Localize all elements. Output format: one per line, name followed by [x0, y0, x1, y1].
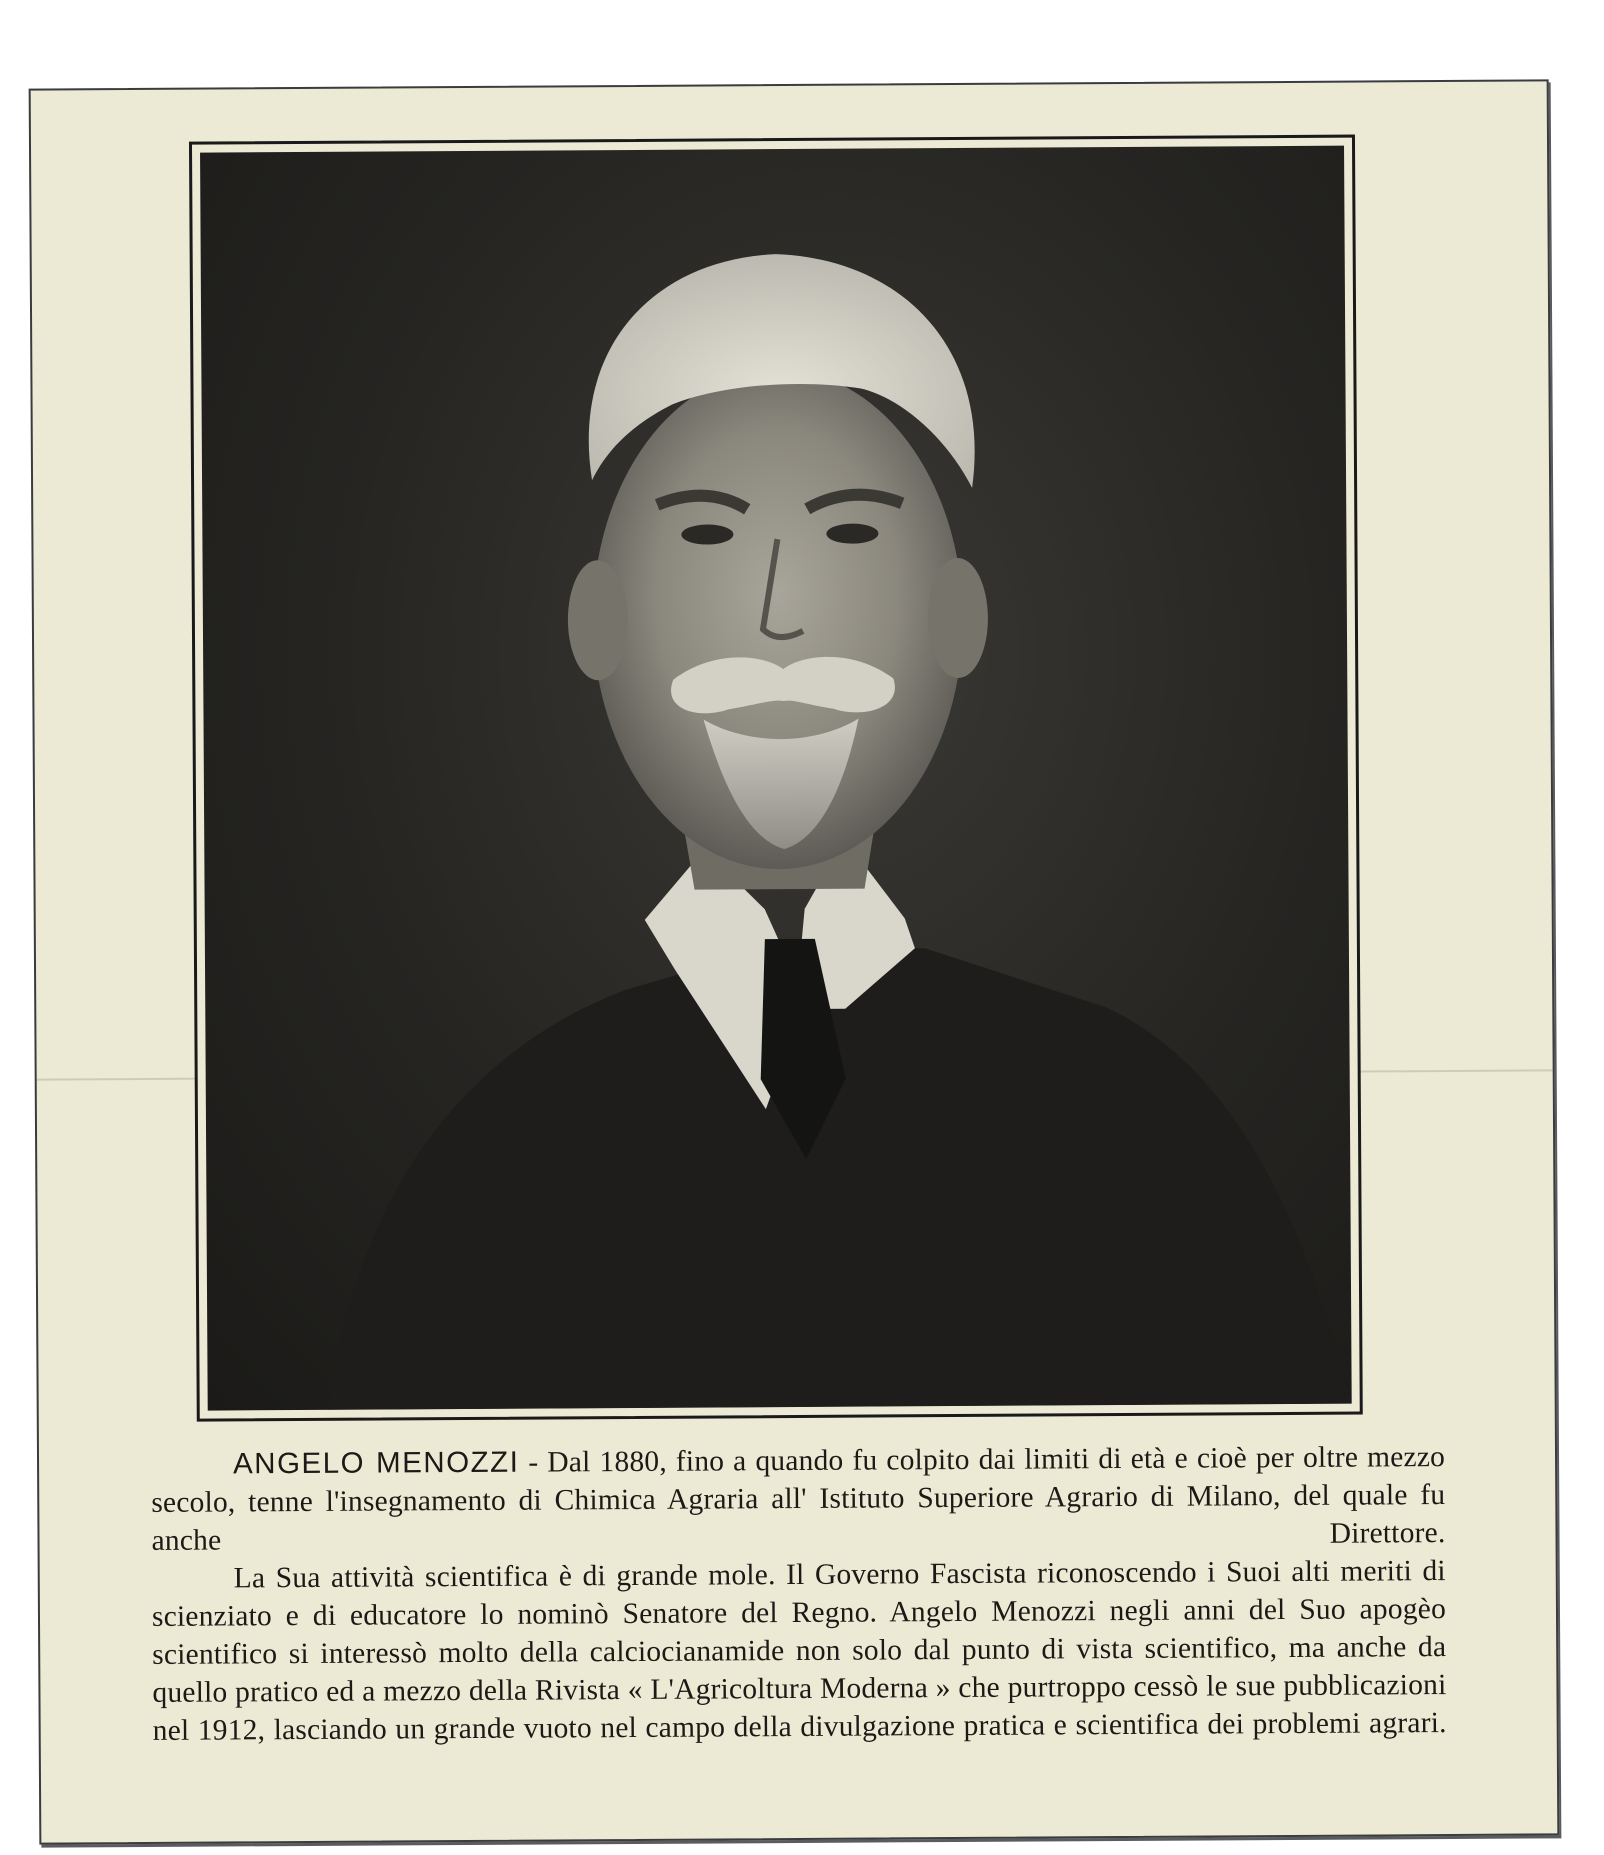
caption — [151, 1438, 1447, 1750]
newspaper-clipping — [29, 79, 1560, 1844]
portrait-illustration — [200, 146, 1352, 1411]
suit — [325, 946, 1352, 1410]
caption-paragraph-1-text: - Dal 1880, fino a quando fu colpito dai limiti di età e cioè per oltre mezzo secolo, tenne l'insegnamento di Chimica Agraria all' Istituto Superiore Agrario di Milano, del quale fu anche Direttore. — [151, 1441, 1446, 1557]
portrait-frame — [189, 135, 1363, 1422]
caption-paragraph-2: La Sua attività scientifica è di grande mole. Il Governo Fascista riconoscendo i Suoi alti meriti di scienziato e di educatore lo nominò Senatore del Regno. Angelo Menozzi negli anni del Suo apogèo scientifico si interessò molto della calciocianamide non solo dal punto di vista scientifico, ma anche da quello pratico ed a mezzo della Rivista « L'Agricoltura Moderna » che purtroppo cessò le sue pubblicazioni nel 1912, lasciando un grande vuoto nel campo della divulgazione pratica e scientifica dei problemi agrari. — [151, 1555, 1447, 1747]
subject-name: ANGELO MENOZZI — [232, 1445, 520, 1481]
caption-paragraph-1 — [151, 1438, 1446, 1560]
portrait-photo — [200, 146, 1352, 1411]
